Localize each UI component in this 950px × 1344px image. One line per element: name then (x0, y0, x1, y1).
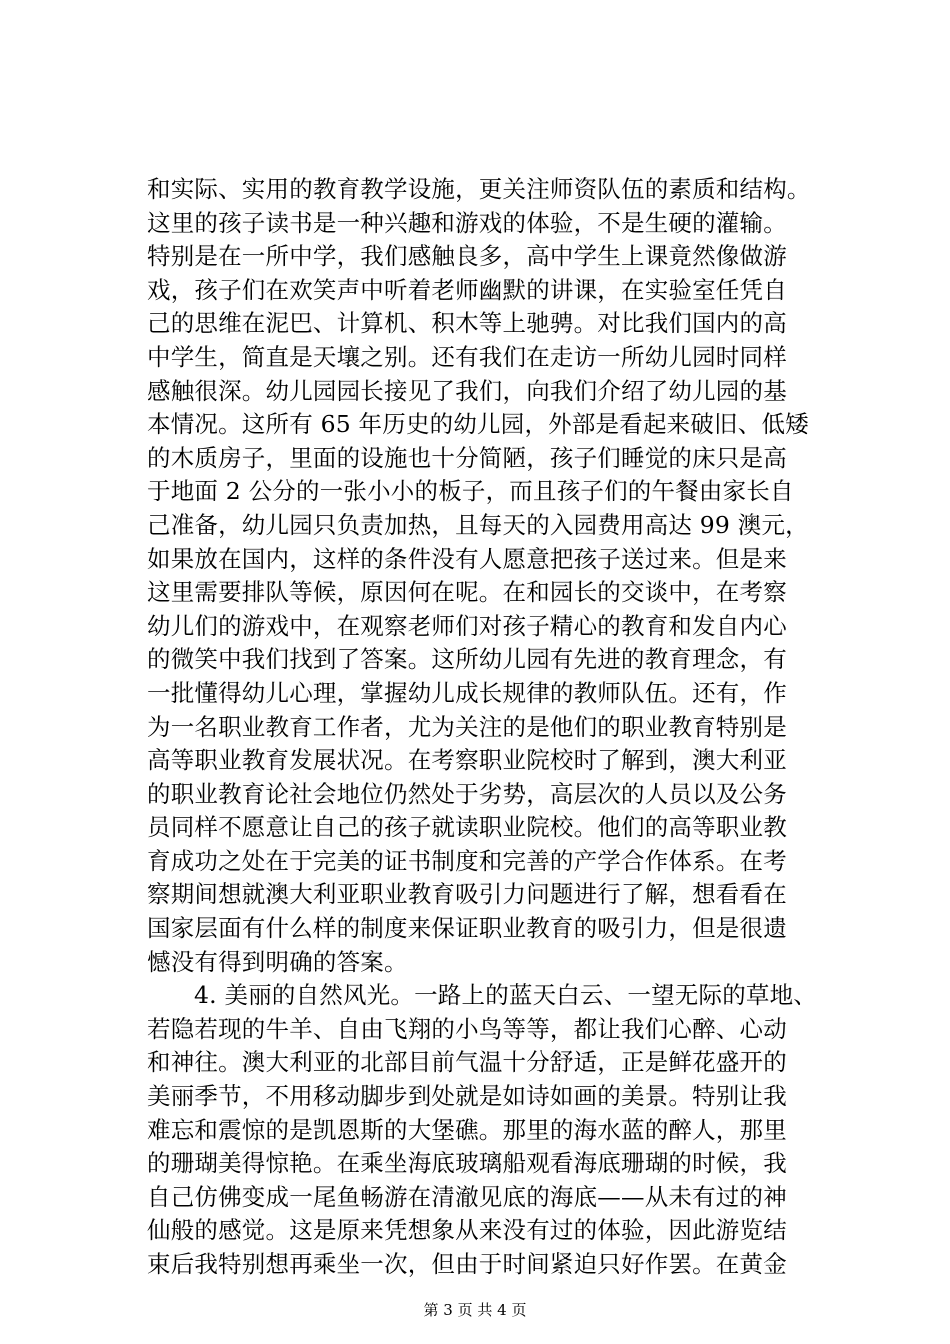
paragraph-1 (147, 173, 847, 979)
text-line: 这里的孩子读书是一种兴趣和游戏的体验，不是生硬的灌输。 (147, 208, 787, 237)
text-line: 高等职业教育发展状况。在考察职业院校时了解到，澳大利亚 (147, 746, 787, 775)
text-line: 如果放在国内，这样的条件没有人愿意把孩子送过来。但是来 (147, 544, 787, 573)
text-line: 这里需要排队等候，原因何在呢。在和园长的交谈中，在考察 (147, 578, 787, 607)
text-line: 己准备，幼儿园只负责加热，且每天的入园费用高达 99 澳元， (147, 510, 809, 539)
text-line: 自己仿佛变成一尾鱼畅游在清澈见底的海底——从未有过的神 (147, 1182, 787, 1211)
text-line: 的职业教育论社会地位仍然处于劣势，高层次的人员以及公务 (147, 779, 787, 808)
text-line: 美丽季节，不用移动脚步到处就是如诗如画的美景。特别让我 (147, 1082, 787, 1111)
text-line: 于地面 2 公分的一张小小的板子，而且孩子们的午餐由家长自 (147, 477, 794, 506)
text-line: 束后我特别想再乘坐一次，但由于时间紧迫只好作罢。在黄金 (147, 1250, 787, 1278)
text-line: 若隐若现的牛羊、自由飞翔的小鸟等等，都让我们心醉、心动 (147, 1014, 787, 1043)
body-text (147, 173, 847, 1282)
text-line: 中学生，简直是天壤之别。还有我们在走访一所幼儿园时同样 (147, 342, 787, 371)
text-line: 感触很深。幼儿园园长接见了我们，向我们介绍了幼儿园的基 (147, 376, 787, 405)
text-line: 国家层面有什么样的制度来保证职业教育的吸引力，但是很遗 (147, 914, 787, 943)
text-line: 和神往。澳大利亚的北部目前气温十分舒适，正是鲜花盛开的 (147, 1048, 787, 1077)
text-line: 本情况。这所有 65 年历史的幼儿园，外部是看起来破旧、低矮 (147, 410, 809, 439)
text-line: 憾没有得到明确的答案。 (147, 947, 408, 976)
page-footer (0, 1300, 950, 1320)
text-line: 员同样不愿意让自己的孩子就读职业院校。他们的高等职业教 (147, 813, 787, 842)
text-line: 己的思维在泥巴、计算机、积木等上驰骋。对比我们国内的高 (147, 309, 787, 338)
text-line: 的珊瑚美得惊艳。在乘坐海底玻璃船观看海底珊瑚的时候，我 (147, 1149, 787, 1178)
text-line: 幼儿们的游戏中，在观察老师们对孩子精心的教育和发自内心 (147, 611, 787, 640)
page-number-label: 第 3 页 共 4 页 (423, 1301, 527, 1319)
text-line: 育成功之处在于完美的证书制度和完善的产学合作体系。在考 (147, 846, 787, 875)
text-line: 和实际、实用的教育教学设施，更关注师资队伍的素质和结构。 (147, 175, 811, 203)
paragraph-2 (147, 979, 847, 1281)
text-line: 一批懂得幼儿心理，掌握幼儿成长规律的教师队伍。还有，作 (147, 678, 787, 707)
text-line: 仙般的感觉。这是原来凭想象从来没有过的体验，因此游览结 (147, 1216, 787, 1245)
text-line: 难忘和震惊的是凯恩斯的大堡礁。那里的海水蓝的醉人，那里 (147, 1115, 787, 1144)
text-line: 为一名职业教育工作者，尤为关注的是他们的职业教育特别是 (147, 712, 787, 741)
text-line: 察期间想就澳大利亚职业教育吸引力问题进行了解，想看看在 (147, 880, 787, 909)
text-line: 的木质房子，里面的设施也十分简陋，孩子们睡觉的床只是高 (147, 443, 787, 472)
text-line: 戏，孩子们在欢笑声中听着老师幽默的讲课，在实验室任凭自 (147, 275, 787, 304)
text-line: 特别是在一所中学，我们感触良多，高中学生上课竟然像做游 (147, 242, 787, 271)
text-line: 4. 美丽的自然风光。一路上的蓝天白云、一望无际的草地、 (194, 981, 817, 1010)
text-line: 的微笑中我们找到了答案。这所幼儿园有先进的教育理念，有 (147, 645, 787, 674)
